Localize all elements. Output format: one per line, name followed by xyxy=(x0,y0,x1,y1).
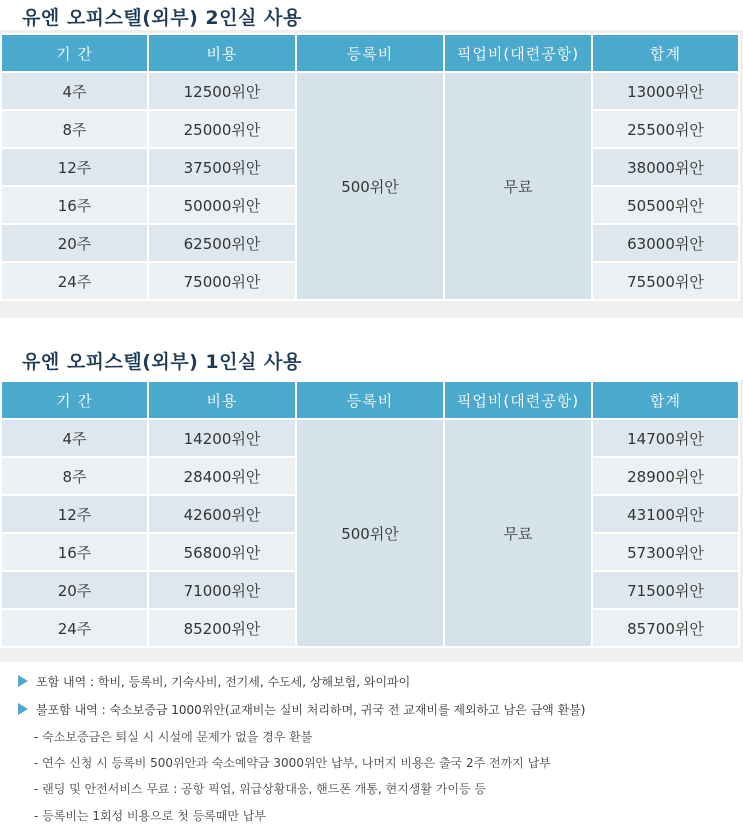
cell-period: 4주 xyxy=(1,72,148,110)
header-total: 합계 xyxy=(592,34,739,72)
price-section-single-room xyxy=(0,342,743,662)
cell-registration-fee: 500위안 xyxy=(296,72,444,300)
header-cost: 비용 xyxy=(148,34,296,72)
price-table-double-room xyxy=(0,33,740,301)
notes-section xyxy=(0,668,743,836)
section-title: 유엔 오피스텔(외부) 1인실 사용 xyxy=(22,351,302,373)
cell-cost: 56800위안 xyxy=(148,533,296,571)
triangle-bullet-icon xyxy=(18,703,28,715)
cell-cost: 85200위안 xyxy=(148,609,296,647)
cell-cost: 28400위안 xyxy=(148,457,296,495)
note-sub-item: - 연수 신청 시 등록비 500위안과 숙소예약금 3000위안 납부, 나머지 비용은 출국 2주 전까지 납부 xyxy=(34,756,551,770)
note-excluded xyxy=(18,701,585,718)
header-period: 기 간 xyxy=(1,381,148,419)
header-pickup-fee: 픽업비(대련공항) xyxy=(444,34,592,72)
table-row xyxy=(1,419,739,457)
note-included xyxy=(18,673,410,690)
note-sub-item: - 숙소보증금은 퇴실 시 시설에 문제가 없을 경우 환불 xyxy=(34,730,313,744)
cell-cost: 71000위안 xyxy=(148,571,296,609)
cell-period: 12주 xyxy=(1,495,148,533)
note-sub-item: - 등록비는 1회성 비용으로 첫 등록때만 납부 xyxy=(34,809,266,823)
cell-cost: 25000위안 xyxy=(148,110,296,148)
cell-period: 16주 xyxy=(1,186,148,224)
table-header-row xyxy=(1,34,739,72)
note-excluded-text: 불포함 내역 : 숙소보증금 1000위안(교재비는 실비 처리하며, 귀국 전 교재비를 제외하고 남은 금액 환불) xyxy=(36,703,586,717)
cell-total: 13000위안 xyxy=(592,72,739,110)
cell-cost: 42600위안 xyxy=(148,495,296,533)
table-row xyxy=(1,72,739,110)
cell-total: 85700위안 xyxy=(592,609,739,647)
section-title: 유엔 오피스텔(외부) 2인실 사용 xyxy=(22,7,302,29)
cell-period: 20주 xyxy=(1,224,148,262)
cell-period: 16주 xyxy=(1,533,148,571)
cell-total: 38000위안 xyxy=(592,148,739,186)
cell-total: 25500위안 xyxy=(592,110,739,148)
cell-total: 57300위안 xyxy=(592,533,739,571)
cell-period: 12주 xyxy=(1,148,148,186)
cell-cost: 14200위안 xyxy=(148,419,296,457)
header-pickup-fee: 픽업비(대련공항) xyxy=(444,381,592,419)
cell-period: 20주 xyxy=(1,571,148,609)
cell-cost: 37500위안 xyxy=(148,148,296,186)
price-table-single-room xyxy=(0,380,740,648)
header-registration-fee: 등록비 xyxy=(296,34,444,72)
cell-total: 43100위안 xyxy=(592,495,739,533)
price-section-double-room xyxy=(0,0,743,318)
note-included-text: 포함 내역 : 학비, 등록비, 기숙사비, 전기세, 수도세, 상해보험, 와이파이 xyxy=(36,675,411,689)
cell-total: 63000위안 xyxy=(592,224,739,262)
cell-pickup-fee: 무료 xyxy=(444,419,592,647)
note-sub-item: - 랜딩 및 안전서비스 무료 : 공항 픽업, 위급상황대응, 핸드폰 개통, 현지생활 가이등 등 xyxy=(34,782,486,796)
header-cost: 비용 xyxy=(148,381,296,419)
cell-cost: 50000위안 xyxy=(148,186,296,224)
cell-period: 24주 xyxy=(1,262,148,300)
cell-total: 14700위안 xyxy=(592,419,739,457)
cell-cost: 62500위안 xyxy=(148,224,296,262)
cell-period: 4주 xyxy=(1,419,148,457)
cell-total: 75500위안 xyxy=(592,262,739,300)
table-header-row xyxy=(1,381,739,419)
cell-pickup-fee: 무료 xyxy=(444,72,592,300)
header-registration-fee: 등록비 xyxy=(296,381,444,419)
triangle-bullet-icon xyxy=(18,675,28,687)
cell-total: 28900위안 xyxy=(592,457,739,495)
cell-period: 8주 xyxy=(1,110,148,148)
cell-total: 50500위안 xyxy=(592,186,739,224)
cell-period: 24주 xyxy=(1,609,148,647)
cell-cost: 12500위안 xyxy=(148,72,296,110)
header-period: 기 간 xyxy=(1,34,148,72)
header-total: 합계 xyxy=(592,381,739,419)
cell-registration-fee: 500위안 xyxy=(296,419,444,647)
cell-period: 8주 xyxy=(1,457,148,495)
cell-total: 71500위안 xyxy=(592,571,739,609)
cell-cost: 75000위안 xyxy=(148,262,296,300)
